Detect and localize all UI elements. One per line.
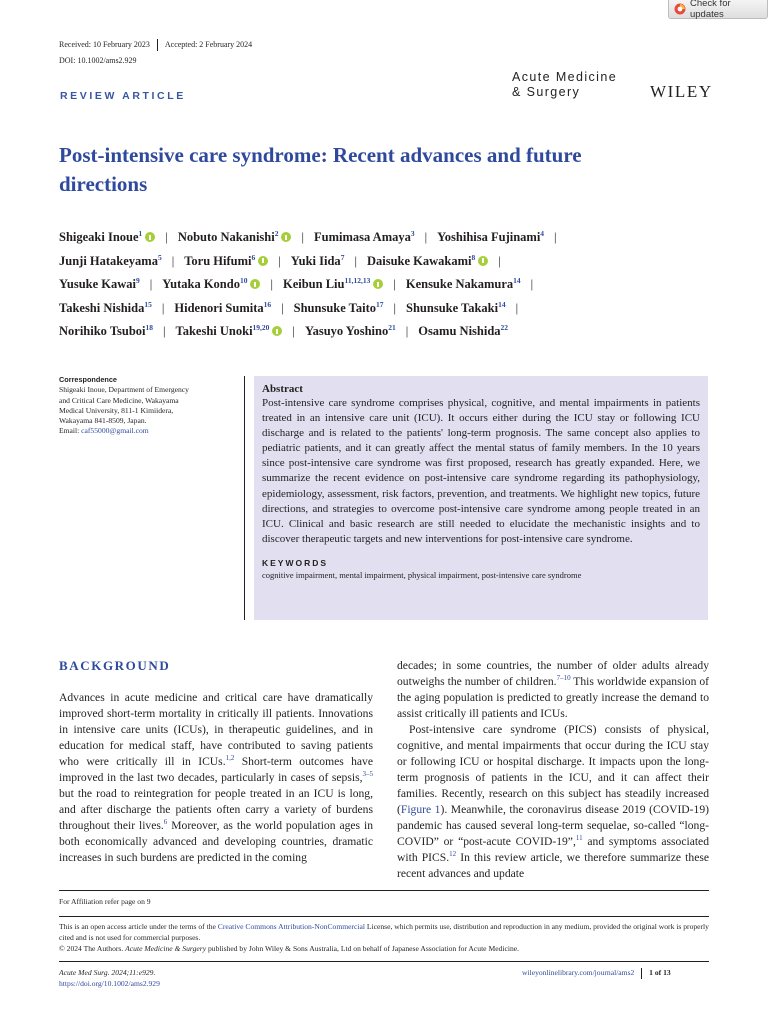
journal-name-line1: Acute Medicine <box>512 70 618 84</box>
text-run: © 2024 The Authors. <box>59 944 126 953</box>
author-separator: | <box>393 277 396 291</box>
page-info <box>522 967 671 979</box>
affiliation-ref[interactable]: 15 <box>144 299 152 309</box>
author-separator: | <box>161 300 165 315</box>
text-run: published by John Wiley & Sons Australia, Ltd on behalf of Japanese Association for Acute Medicine. <box>206 944 520 953</box>
accepted-date: Accepted: 2 February 2024 <box>164 39 253 49</box>
author-name[interactable]: Yoshihisa Fujinami <box>437 230 541 244</box>
divider <box>641 968 642 979</box>
affiliation-ref[interactable]: 16 <box>263 299 272 309</box>
citation-block <box>59 967 160 989</box>
dates-line <box>59 39 252 51</box>
paragraph <box>397 658 709 722</box>
email-link[interactable]: caf55000@gmail.com <box>81 426 149 436</box>
author-separator: | <box>278 253 281 268</box>
affiliation-ref[interactable]: 14 <box>498 299 506 309</box>
citation-ref[interactable]: 12 <box>449 850 457 859</box>
author-name[interactable]: Takeshi Unoki <box>175 324 253 338</box>
text-run: This worldwide expansion of the aging population is predicted to greatly increase the demand to assist critically ill patients and ICUs. <box>397 675 709 720</box>
orcid-icon[interactable] <box>373 279 383 289</box>
divider <box>59 916 709 917</box>
page-number: 1 of 13 <box>649 968 671 977</box>
orcid-icon[interactable] <box>478 256 488 266</box>
paragraph <box>397 722 709 882</box>
journal-logo <box>512 70 617 100</box>
orcid-icon[interactable] <box>281 232 291 242</box>
correspondence-line: Wakayama 841-8509, Japan. <box>59 416 147 426</box>
author-name[interactable]: Keibun Liu <box>282 277 345 291</box>
affiliation-ref[interactable]: 9 <box>136 275 140 285</box>
author-row <box>59 273 719 297</box>
citation-ref[interactable]: 3–5 <box>362 770 373 779</box>
license-link[interactable]: Creative Commons Attribution-NonCommercial <box>217 922 365 931</box>
text-run: In this review article, we therefore summarize these recent advances and update <box>397 851 709 880</box>
text-run: Advances in acute medicine and critical care have dramatically improved short-term mortality in critically ill patients. Innovations in intensive care units (ICUs), in therapeutic guidelines, and in education for medical staff, have contributed to saving patients who were critically ill in ICUs. <box>59 691 373 768</box>
divider <box>59 890 709 891</box>
author-separator: | <box>424 230 428 244</box>
affiliation-ref[interactable]: 3 <box>410 228 415 238</box>
body-left-column <box>59 690 373 866</box>
author-separator: | <box>354 253 357 268</box>
affiliation-ref[interactable]: 18 <box>145 322 154 332</box>
author-separator: | <box>281 300 284 315</box>
author-separator: | <box>530 277 534 291</box>
correspondence-block <box>59 375 239 437</box>
author-name[interactable]: Shunsuke Takaki <box>406 300 499 315</box>
orcid-icon[interactable] <box>250 279 260 289</box>
author-separator: | <box>163 324 166 338</box>
author-name[interactable]: Yusuke Kawai <box>59 277 136 291</box>
author-row <box>59 320 719 344</box>
affiliation-ref[interactable]: 4 <box>540 228 545 238</box>
author-separator: | <box>393 300 397 315</box>
author-name[interactable]: Yasuyo Yoshino <box>304 324 389 338</box>
divider <box>157 39 158 51</box>
author-separator: | <box>270 277 273 291</box>
orcid-icon[interactable] <box>258 256 268 266</box>
author-name[interactable]: Yutaka Kondo <box>162 277 240 291</box>
affiliation-ref[interactable]: 10 <box>239 275 248 285</box>
affiliation-ref[interactable]: 2 <box>274 228 279 238</box>
publisher-logo: WILEY <box>650 82 713 101</box>
keywords-heading: KEYWORDS <box>262 557 329 568</box>
author-row <box>59 297 719 321</box>
affiliation-ref[interactable]: 21 <box>388 322 396 332</box>
crossmark-icon <box>674 3 686 15</box>
abstract-box <box>254 376 708 620</box>
doi-link[interactable]: https://doi.org/10.1002/ams2.929 <box>59 979 160 988</box>
divider <box>59 961 709 962</box>
affiliation-note: For Affiliation refer page on 9 <box>59 897 151 906</box>
author-separator: | <box>171 253 175 268</box>
affiliation-ref[interactable]: 1 <box>138 228 143 238</box>
figure-link[interactable]: Figure 1 <box>400 803 441 816</box>
author-name[interactable]: Fumimasa Amaya <box>314 230 411 244</box>
affiliation-ref[interactable]: 19,20 <box>252 322 270 332</box>
affiliation-ref[interactable]: 14 <box>513 275 521 285</box>
keywords-list: cognitive impairment, mental impairment, physical impairment, post-intensive care syndrome <box>262 569 582 580</box>
author-name[interactable]: Osamu Nishida <box>418 324 501 338</box>
author-name[interactable]: Shunsuke Taito <box>293 300 376 315</box>
journal-name-line2: & Surgery <box>512 85 581 99</box>
journal-name: Acute Medicine & Surgery <box>125 944 207 953</box>
abstract-text: Post-intensive care syndrome comprises physical, cognitive, and mental impairments in patients treated in an intensive care unit (ICU). It occurs either during the ICU stay or following ICU discharge and is related to the patients' long-term prognosis. The same concept also applies to pediatric patients, and it can greatly affect the mental status of family members. In the 10 years since post-intensive care syndrome was first proposed, research has greatly expanded. Here, we summarize the recent evidence on post-intensive care syndrome regarding its pathophysiology, epidemiology, assessment, risk factors, prevention, and treatments. We highlight new topics, future directions, and strategies to overcome post-intensive care syndrome among people treated in an ICU. Clinical and basic research are still needed to elucidate the mechanistic insights and to discover therapeutic targets and new interventions for post-intensive care syndrome. <box>262 397 700 545</box>
license-text <box>59 921 709 943</box>
doi-line: DOI: 10.1002/ams2.929 <box>59 56 137 65</box>
paragraph <box>59 690 373 866</box>
email-label: Email: <box>59 426 82 436</box>
author-name[interactable]: Takeshi Nishida <box>59 300 145 315</box>
journal-citation: Acute Med Surg. 2024;11:e929. <box>59 968 156 977</box>
author-row <box>59 250 719 274</box>
affiliation-ref[interactable]: 17 <box>376 299 384 309</box>
correspondence-line: and Critical Care Medicine, Wakayama <box>59 395 179 405</box>
author-name[interactable]: Kensuke Nakamura <box>405 277 514 291</box>
affiliation-ref[interactable]: 11,12,13 <box>344 275 371 285</box>
affiliation-ref[interactable]: 6 <box>251 252 256 262</box>
affiliation-ref[interactable]: 7 <box>340 252 345 262</box>
author-row <box>59 226 719 250</box>
author-name[interactable]: Daisuke Kawakami <box>366 253 472 268</box>
author-name[interactable]: Yuki Iida <box>290 253 341 268</box>
copyright-text <box>59 943 709 954</box>
text-run: This is an open access article under the terms of the <box>59 922 218 931</box>
correspondence-heading: Correspondence <box>59 375 117 384</box>
text-run: and symptoms associated with PICS. <box>397 835 709 864</box>
affiliation-ref[interactable]: 22 <box>500 322 509 332</box>
author-separator: | <box>292 324 295 338</box>
author-separator: | <box>405 324 409 338</box>
citation-ref[interactable]: 1,2 <box>225 754 235 763</box>
affiliation-ref[interactable]: 5 <box>157 252 162 262</box>
correspondence-email-line <box>59 426 239 436</box>
text-run: License, which permits use, distribution and reproduction in any medium, provided the original work is properly cited and is not used for commercial purposes. <box>59 922 709 942</box>
author-separator: | <box>301 230 304 244</box>
orcid-icon[interactable] <box>272 326 282 336</box>
text-run: Moreover, as the world population ages in both economically advanced and developing countries, dramatic increases in such burdens are predicted in the coming <box>59 819 373 864</box>
author-separator: | <box>515 300 519 315</box>
author-list <box>59 226 719 344</box>
correspondence-line: Medical University, 811-1 Kimiidera, <box>59 405 174 415</box>
text-run: Short-term outcomes have improved in the last two decades, particularly in cases of sepsis, <box>59 755 373 784</box>
check-for-updates-label: Check for updates <box>689 0 731 20</box>
author-separator: | <box>498 253 501 268</box>
article-title: Post-intensive care syndrome: Recent advances and future directions <box>59 143 582 196</box>
received-date: Received: 10 February 2023 <box>59 39 150 49</box>
correspondence-line: Shigeaki Inoue, Department of Emergency <box>59 385 189 395</box>
author-name[interactable]: Hidenori Sumita <box>174 300 264 315</box>
text-run: but the road to reintegration for people treated in an ICU is long, and after discharge the patients often carry a variety of burdens throughout their lives. <box>59 787 373 832</box>
author-name[interactable]: Norihiko Tsuboi <box>59 324 146 338</box>
author-name[interactable]: Toru Hifumi <box>184 253 252 268</box>
author-separator: | <box>165 230 168 244</box>
affiliation-ref[interactable]: 8 <box>471 252 476 262</box>
section-heading: BACKGROUND <box>59 658 171 673</box>
journal-url-link[interactable]: wileyonlinelibrary.com/journal/ams2 <box>522 968 635 977</box>
author-name[interactable]: Junji Hatakeyama <box>59 253 158 268</box>
citation-ref[interactable]: 11 <box>575 834 583 843</box>
text-run: ). Meanwhile, the coronavirus disease 2019 (COVID-19) pandemic has caused several long-term sequelae, so-called “long-COVID” or “post-acute COVID-19”, <box>397 803 709 848</box>
citation-ref[interactable]: 6 <box>163 818 168 827</box>
abstract-heading: Abstract <box>262 383 303 395</box>
divider <box>244 376 245 620</box>
author-name[interactable]: Shigeaki Inoue <box>59 230 139 244</box>
check-for-updates-button[interactable] <box>668 0 768 19</box>
orcid-icon[interactable] <box>145 232 155 242</box>
author-name[interactable]: Nobuto Nakanishi <box>177 230 275 244</box>
text-run: Post-intensive care syndrome (PICS) consists of physical, cognitive, and mental impairments that occur during the ICU stay or following ICU or hospital discharge. It impacts upon the long-term prognosis of patients in the ICU, and it can affect their families. Recently, research on this subject has steadily increased ( <box>397 723 709 816</box>
text-run: decades; in some countries, the number of older adults already outweighs the number of children. <box>397 659 709 688</box>
author-separator: | <box>149 277 153 291</box>
body-right-column <box>397 658 709 882</box>
article-type: REVIEW ARTICLE <box>60 90 186 102</box>
author-separator: | <box>554 230 557 244</box>
citation-ref[interactable]: 7–10 <box>556 674 571 683</box>
